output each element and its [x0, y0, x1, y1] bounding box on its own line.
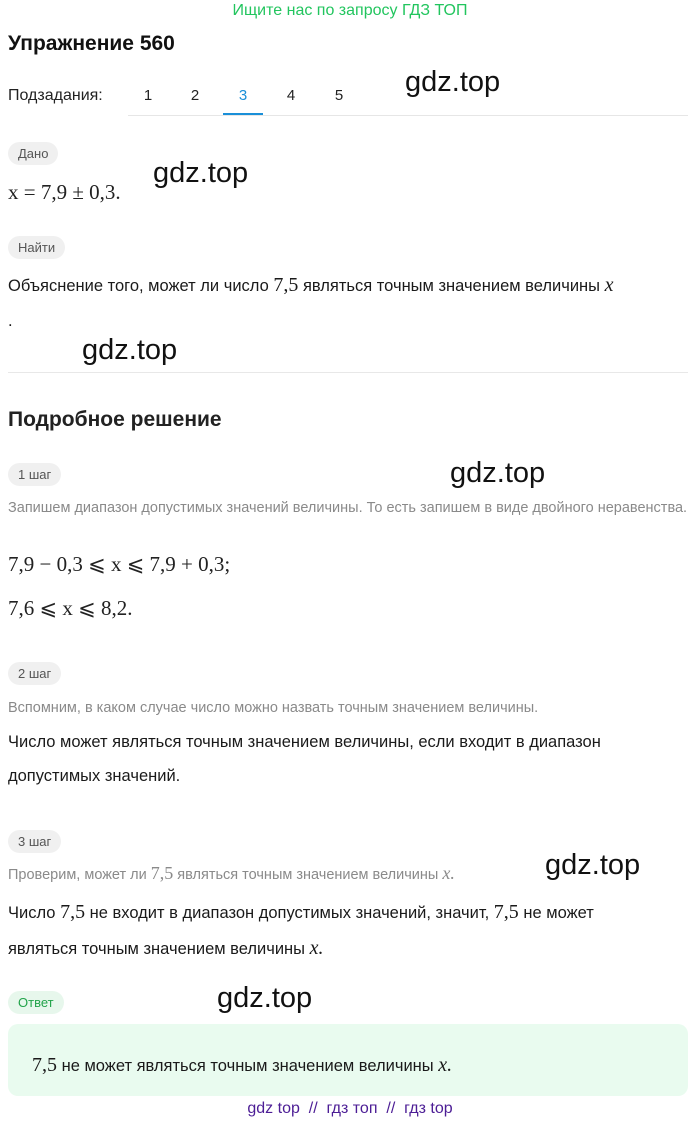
subtask-tab-1[interactable]: 1 — [143, 87, 153, 104]
find-badge: Найти — [8, 236, 65, 259]
subtask-tab-2[interactable]: 2 — [190, 87, 200, 104]
step3-hint-before: Проверим, может ли — [8, 867, 147, 883]
footer-links[interactable]: gdz top // гдз топ // гдз top — [247, 1100, 453, 1117]
page-title: Упражнение 560 — [8, 32, 175, 55]
given-badge: Дано — [8, 142, 58, 165]
find-period: . — [8, 312, 13, 330]
subtask-tab-4[interactable]: 4 — [286, 87, 296, 104]
find-number: 7,5 — [273, 274, 299, 296]
find-var: x — [604, 274, 614, 296]
step1-hint: Запишем диапазон допустимых значений величины. То есть запишем в виде двойного неравенства. — [8, 500, 688, 516]
step3-line1-a: Число — [8, 904, 56, 922]
step3-hint — [8, 862, 455, 886]
subtask-tab-3[interactable]: 3 — [223, 78, 263, 115]
watermark: gdz.top — [545, 849, 641, 881]
step3-line2 — [8, 937, 324, 960]
step3-hint-var: x. — [442, 863, 455, 883]
watermark: gdz.top — [217, 982, 313, 1014]
step3-line1-c: не может — [523, 904, 594, 922]
step3-line2-var: x. — [309, 937, 324, 959]
subtasks-label: Подзадания: — [8, 87, 103, 104]
answer-badge: Ответ — [8, 991, 64, 1014]
step1-formula-2: 7,6 ⩽ x ⩽ 8,2. — [8, 596, 133, 620]
answer-text — [32, 1054, 452, 1077]
step2-hint: Вспомним, в каком случае число можно назвать точным значением величины. — [8, 700, 539, 716]
step3-hint-after: являться точным значением величины — [177, 867, 439, 883]
subtask-tab-5[interactable]: 5 — [334, 87, 344, 104]
watermark: gdz.top — [82, 334, 178, 366]
find-text — [8, 274, 614, 297]
given-formula: x = 7,9 ± 0,3. — [8, 180, 121, 204]
step2-badge: 2 шаг — [8, 662, 61, 685]
step1-formula-1: 7,9 − 0,3 ⩽ x ⩽ 7,9 + 0,3; — [8, 552, 231, 576]
step3-badge: 3 шаг — [8, 830, 61, 853]
step3-hint-number: 7,5 — [150, 863, 174, 883]
step3-line1-number: 7,5 — [60, 901, 86, 923]
answer-var: x. — [438, 1054, 453, 1076]
answer-number: 7,5 — [32, 1054, 57, 1076]
step3-line1-b: не входит в диапазон допустимых значений, значит, — [89, 904, 490, 922]
watermark: gdz.top — [153, 157, 249, 189]
step3-line1 — [8, 901, 594, 924]
find-text-before: Объяснение того, может ли число — [8, 277, 269, 295]
step2-text-line2: допустимых значений. — [8, 767, 181, 785]
promo-banner: Ищите нас по запросу ГДЗ ТОП — [232, 2, 468, 19]
step2-text-line1: Число может являться точным значением величины, если входит в диапазон — [8, 733, 601, 751]
answer-text-body: не может являться точным значением величины — [61, 1057, 434, 1075]
step1-badge: 1 шаг — [8, 463, 61, 486]
section-divider — [8, 372, 688, 373]
watermark: gdz.top — [405, 66, 501, 98]
solution-heading: Подробное решение — [8, 408, 222, 431]
find-text-after: являться точным значением величины — [302, 277, 601, 295]
step3-line2-a: являться точным значением величины — [8, 940, 306, 958]
step3-line1-number-2: 7,5 — [493, 901, 519, 923]
watermark: gdz.top — [450, 457, 546, 489]
